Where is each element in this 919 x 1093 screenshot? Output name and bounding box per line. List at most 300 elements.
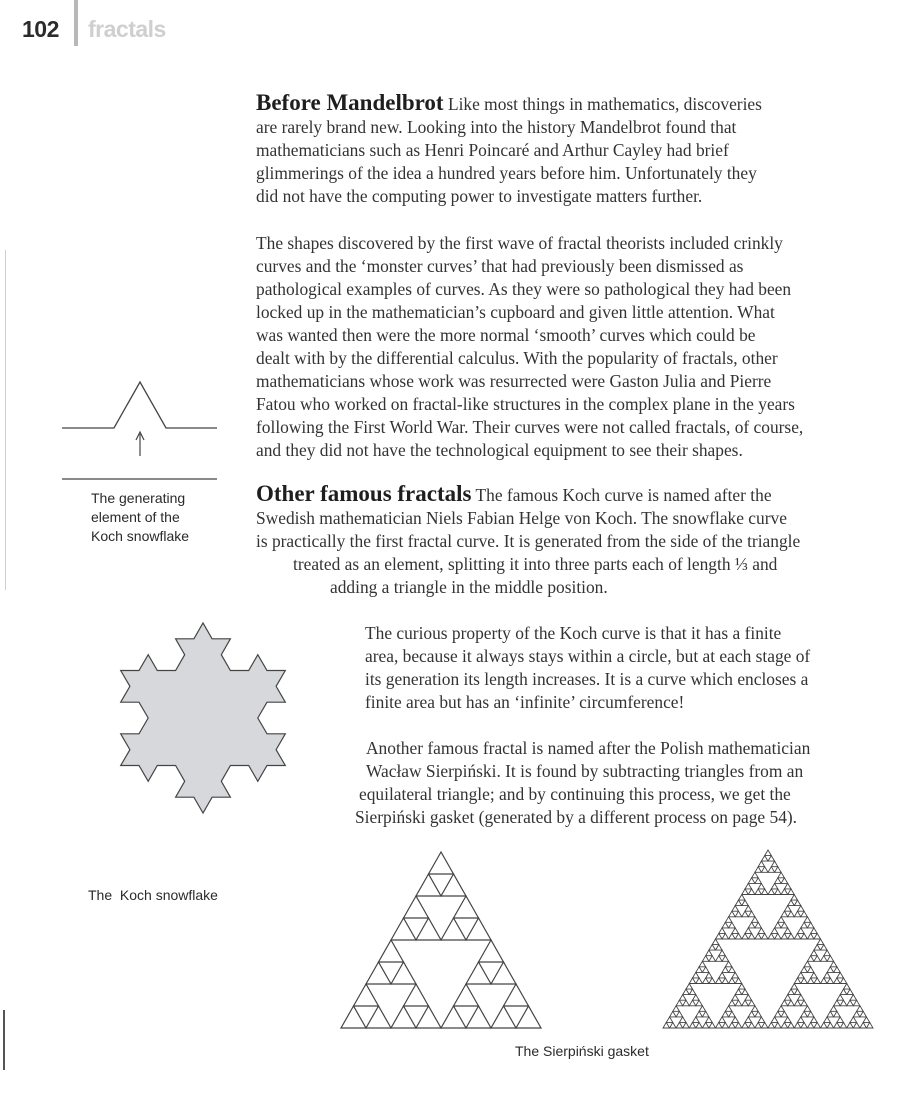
sierpinski-triangle — [824, 950, 831, 956]
sierpinski-triangle — [840, 1022, 847, 1028]
sierpinski-triangle — [729, 967, 736, 973]
sierpinski-triangle — [827, 967, 834, 973]
sierpinski-triangle — [801, 1022, 808, 1028]
sierpinski-triangle — [758, 1017, 765, 1023]
sierpinski-triangle — [765, 850, 772, 856]
sierpinski-triangle — [830, 961, 837, 967]
sierpinski-triangle — [778, 1006, 785, 1012]
sierpinski-triangle — [725, 1006, 732, 1012]
text-line: are rarely brand new. Looking into the history Mandelbrot found that — [256, 117, 737, 137]
sierpinski-triangle — [801, 978, 808, 984]
sierpinski-triangle — [811, 950, 818, 956]
paragraph-other-famous-fractals — [256, 482, 800, 599]
sierpinski-triangle — [824, 972, 831, 978]
sierpinski-triangle — [801, 922, 808, 928]
sierpinski-triangle — [775, 1022, 782, 1028]
sierpinski-triangle — [748, 1011, 755, 1017]
text-line: Sierpiński gasket (generated by a different process on page 54). — [355, 807, 798, 827]
sierpinski-triangle — [441, 1006, 466, 1028]
sierpinski-triangle — [811, 928, 818, 934]
paragraph-sierpinski — [355, 737, 810, 829]
sierpinski-triangle — [827, 978, 834, 984]
sierpinski-triangle — [853, 1022, 860, 1028]
text-line: equilateral triangle; and by continuing this process, we get the — [359, 784, 791, 804]
paragraph-koch-property — [365, 622, 810, 714]
sierpinski-triangle — [758, 928, 765, 934]
sierpinski-triangle — [857, 1006, 864, 1012]
sierpinski-triangle — [768, 889, 775, 895]
sierpinski-triangle — [798, 972, 805, 978]
text-line: The shapes discovered by the first wave of fractal theorists included crinkly — [256, 233, 783, 253]
sierpinski-triangle — [416, 1006, 441, 1028]
sierpinski-triangle — [801, 1011, 808, 1017]
sierpinski-triangle — [837, 995, 844, 1001]
sierpinski-triangle — [696, 967, 703, 973]
sierpinski-triangle — [837, 1017, 844, 1023]
sierpinski-triangle — [706, 950, 713, 956]
sierpinski-triangle — [709, 945, 716, 951]
scan-edge-mark — [5, 250, 6, 590]
sierpinski-triangle — [441, 874, 466, 896]
sierpinski-triangle — [817, 939, 824, 945]
sierpinski-triangle — [716, 978, 723, 984]
text-line: Another famous fractal is named after the Polish mathematician — [366, 738, 811, 758]
sierpinski-triangle — [860, 1022, 867, 1028]
sierpinski-triangle — [853, 1000, 860, 1006]
sierpinski-triangle — [404, 896, 429, 918]
sierpinski-triangle — [686, 984, 693, 990]
sierpinski-triangle — [844, 984, 851, 990]
sierpinski-triangle — [673, 1006, 680, 1012]
sierpinski-gasket-large-figure — [660, 847, 876, 1031]
sierpinski-triangle — [824, 1017, 831, 1023]
sierpinski-triangle — [404, 984, 429, 1006]
sierpinski-triangle — [748, 878, 755, 884]
sierpinski-triangle — [807, 967, 814, 973]
sierpinski-gasket-large — [663, 850, 873, 1028]
sierpinski-triangle — [811, 1017, 818, 1023]
sierpinski-triangle — [775, 933, 782, 939]
sierpinski-triangle — [781, 911, 788, 917]
sierpinski-triangle — [716, 1022, 723, 1028]
sierpinski-triangle — [814, 1022, 821, 1028]
sierpinski-triangle — [781, 1000, 788, 1006]
sierpinski-triangle — [663, 1022, 670, 1028]
sierpinski-triangle — [755, 878, 762, 884]
sierpinski-triangle — [794, 978, 801, 984]
sierpinski-triangle — [807, 956, 814, 962]
sierpinski-triangle — [735, 900, 742, 906]
sierpinski-triangle — [794, 989, 801, 995]
text-line: dealt with by the differential calculus. With the popularity of fractals, other — [256, 348, 778, 368]
sierpinski-triangle — [689, 989, 696, 995]
sierpinski-triangle — [788, 1000, 795, 1006]
sierpinski-triangle — [729, 911, 736, 917]
sierpinski-triangle — [745, 995, 752, 1001]
sierpinski-triangle — [722, 1022, 729, 1028]
sierpinski-triangle — [778, 917, 785, 923]
sierpinski-triangle — [709, 1022, 716, 1028]
sierpinski-triangle — [801, 933, 808, 939]
sierpinski-triangle — [791, 895, 798, 901]
sierpinski-triangle — [719, 1017, 726, 1023]
sierpinski-triangle — [755, 933, 762, 939]
text-line: The curious property of the Koch curve is that it has a finite — [365, 623, 782, 643]
sierpinski-triangle — [768, 933, 775, 939]
text-line: glimmerings of the idea a hundred years before him. Unfortunately they — [256, 163, 757, 183]
sierpinski-triangle — [775, 922, 782, 928]
sierpinski-triangle — [752, 1006, 759, 1012]
caption-line: element of the — [91, 509, 180, 525]
sierpinski-triangle — [722, 1011, 729, 1017]
sierpinski-triangle — [775, 867, 782, 873]
sierpinski-triangle — [850, 995, 857, 1001]
sierpinski-triangle — [391, 962, 416, 984]
sierpinski-triangle — [732, 995, 739, 1001]
sierpinski-triangle — [755, 1011, 762, 1017]
text-line: area, because it always stays within a circle, but at each stage of — [365, 646, 811, 666]
sierpinski-triangle — [696, 1000, 703, 1006]
sierpinski-triangle — [761, 867, 768, 873]
page-number: 102 — [22, 16, 59, 42]
sierpinski-triangle — [768, 867, 775, 873]
sierpinski-triangle — [807, 978, 814, 984]
paragraph-before-mandelbrot — [256, 91, 762, 208]
sierpinski-triangle — [745, 928, 752, 934]
sierpinski-triangle — [693, 1017, 700, 1023]
sierpinski-triangle — [696, 1022, 703, 1028]
sierpinski-triangle — [742, 1022, 749, 1028]
sierpinski-triangle — [834, 978, 841, 984]
sierpinski-triangle — [784, 906, 791, 912]
sierpinski-triangle — [791, 984, 798, 990]
sierpinski-triangle — [847, 989, 854, 995]
sierpinski-triangle — [761, 1022, 768, 1028]
sierpinski-triangle — [689, 1022, 696, 1028]
sierpinski-triangle — [725, 961, 732, 967]
sierpinski-triangle — [830, 1006, 837, 1012]
sierpinski-triangle — [821, 956, 828, 962]
text-line: and they did not have the technological equipment to see their shapes. — [256, 440, 743, 460]
sierpinski-triangle — [670, 1022, 677, 1028]
sierpinski-triangle — [719, 950, 726, 956]
sierpinski-triangle — [748, 1000, 755, 1006]
koch-generating-element-figure — [60, 378, 220, 488]
sierpinski-triangle — [755, 922, 762, 928]
sierpinski-triangle — [366, 962, 391, 984]
sierpinski-triangle — [834, 1000, 841, 1006]
sierpinski-triangle — [761, 933, 768, 939]
sierpinski-triangle — [683, 1022, 690, 1028]
sierpinski-triangle — [699, 961, 706, 967]
sierpinski-triangle — [735, 1022, 742, 1028]
sierpinski-triangle — [729, 933, 736, 939]
section-heading-before-mandelbrot: Before Mandelbrot — [256, 90, 444, 115]
sierpinski-triangle — [755, 867, 762, 873]
sierpinski-triangle — [771, 928, 778, 934]
sierpinski-triangle — [834, 1022, 841, 1028]
sierpinski-triangle — [847, 1000, 854, 1006]
sierpinski-triangle — [666, 1017, 673, 1023]
caption-line: The generating — [91, 490, 186, 506]
sierpinski-triangle — [739, 984, 746, 990]
sierpinski-triangle — [709, 956, 716, 962]
sierpinski-triangle — [748, 911, 755, 917]
sierpinski-triangle — [748, 933, 755, 939]
sierpinski-triangle — [794, 933, 801, 939]
sierpinski-triangle — [752, 917, 759, 923]
sierpinski-triangle — [804, 917, 811, 923]
sierpinski-triangle — [732, 972, 739, 978]
caption-sierpinski-gasket: The Sierpiński gasket — [515, 1043, 649, 1059]
sierpinski-triangle — [670, 1011, 677, 1017]
sierpinski-triangle — [722, 967, 729, 973]
sierpinski-triangle — [735, 1000, 742, 1006]
sierpinski-triangle — [768, 856, 775, 862]
sierpinski-triangle — [735, 933, 742, 939]
sierpinski-triangle — [712, 939, 719, 945]
sierpinski-triangle — [491, 962, 516, 984]
sierpinski-triangle — [729, 1000, 736, 1006]
sierpinski-triangle — [702, 1011, 709, 1017]
section-heading-other-famous-fractals: Other famous fractals — [256, 481, 472, 506]
text-line: Wacław Sierpiński. It is found by subtracting triangles from an — [366, 761, 804, 781]
sierpinski-triangle — [788, 1022, 795, 1028]
sierpinski-triangle — [729, 922, 736, 928]
sierpinski-triangle — [735, 911, 742, 917]
sierpinski-triangle — [679, 1017, 686, 1023]
text-line: curves and the ‘monster curves’ that had previously been dismissed as — [256, 256, 744, 276]
sierpinski-triangle — [804, 961, 811, 967]
text-line: adding a triangle in the middle position. — [330, 577, 608, 597]
sierpinski-triangle — [781, 878, 788, 884]
sierpinski-triangle — [735, 978, 742, 984]
sierpinski-triangle — [354, 984, 379, 1006]
sierpinski-triangle — [794, 911, 801, 917]
sierpinski-triangle — [725, 917, 732, 923]
sierpinski-triangle — [840, 978, 847, 984]
header-divider — [74, 0, 78, 46]
sierpinski-triangle — [781, 922, 788, 928]
text-line: treated as an element, splitting it into three parts each of length ⅓ and — [293, 554, 778, 574]
text-line: Swedish mathematician Niels Fabian Helge von Koch. The snowflake curve — [256, 508, 787, 528]
sierpinski-triangle — [742, 900, 749, 906]
sierpinski-triangle — [784, 928, 791, 934]
koch-snowflake-figure — [74, 573, 334, 863]
scan-edge-mark — [3, 1010, 5, 1070]
sierpinski-triangle — [807, 933, 814, 939]
sierpinski-triangle — [837, 972, 844, 978]
sierpinski-triangle — [683, 989, 690, 995]
sierpinski-triangle — [742, 933, 749, 939]
sierpinski-triangle — [788, 933, 795, 939]
sierpinski-triangle — [679, 995, 686, 1001]
sierpinski-triangle — [807, 1011, 814, 1017]
sierpinski-triangle — [745, 1017, 752, 1023]
caption-koch-snowflake: The Koch snowflake — [88, 887, 218, 903]
text-line: Like most things in mathematics, discoveries — [447, 94, 762, 114]
sierpinski-triangle — [699, 1006, 706, 1012]
sierpinski-triangle — [676, 1011, 683, 1017]
sierpinski-triangle — [466, 918, 491, 940]
sierpinski-triangle — [454, 896, 479, 918]
sierpinski-triangle — [719, 928, 726, 934]
sierpinski-triangle — [781, 1011, 788, 1017]
sierpinski-triangle — [801, 967, 808, 973]
sierpinski-triangle — [814, 933, 821, 939]
sierpinski-triangle — [702, 978, 709, 984]
text-line: locked up in the mathematician’s cupboard and given little attention. What — [256, 302, 775, 322]
sierpinski-triangle — [801, 911, 808, 917]
text-line: is practically the first fractal curve. It is generated from the side of the triangle — [256, 531, 801, 551]
sierpinski-triangle — [719, 972, 726, 978]
sierpinski-triangle — [416, 918, 441, 940]
sierpinski-triangle — [441, 918, 466, 940]
sierpinski-triangle — [702, 956, 709, 962]
sierpinski-triangle — [689, 978, 696, 984]
sierpinski-triangle — [722, 978, 729, 984]
sierpinski-triangle — [732, 906, 739, 912]
sierpinski-triangle — [722, 933, 729, 939]
chapter-title: fractals — [88, 16, 166, 42]
koch-snowflake-shape — [121, 623, 286, 813]
sierpinski-triangle — [834, 967, 841, 973]
sierpinski-triangle — [702, 1022, 709, 1028]
sierpinski-triangle — [827, 956, 834, 962]
sierpinski-triangle — [716, 945, 723, 951]
sierpinski-triangle — [758, 861, 765, 867]
sierpinski-triangle — [814, 945, 821, 951]
sierpinski-triangle — [676, 1000, 683, 1006]
sierpinski-triangle — [732, 928, 739, 934]
sierpinski-triangle — [866, 1022, 873, 1028]
text-line: following the First World War. Their curves were not called fractals, of course, — [256, 417, 804, 437]
sierpinski-triangle — [827, 1022, 834, 1028]
text-line: pathological examples of curves. As they were so pathological they had been — [256, 279, 792, 299]
sierpinski-triangle — [429, 852, 454, 874]
sierpinski-triangle — [850, 1017, 857, 1023]
sierpinski-triangle — [775, 878, 782, 884]
sierpinski-triangle — [863, 1017, 870, 1023]
sierpinski-triangle — [771, 883, 778, 889]
sierpinski-triangle — [794, 1000, 801, 1006]
sierpinski-triangle — [706, 972, 713, 978]
sierpinski-triangle — [814, 978, 821, 984]
sierpinski-triangle — [768, 1022, 775, 1028]
sierpinski-triangle — [504, 984, 529, 1006]
sierpinski-triangle — [784, 883, 791, 889]
sierpinski-triangle — [341, 1006, 366, 1028]
sierpinski-triangle — [788, 989, 795, 995]
sierpinski-triangle — [693, 995, 700, 1001]
paragraph-fractal-theorists — [256, 232, 803, 462]
sierpinski-triangle — [840, 989, 847, 995]
sierpinski-triangle — [454, 984, 479, 1006]
sierpinski-triangle — [827, 1011, 834, 1017]
sierpinski-triangle — [745, 883, 752, 889]
sierpinski-triangle — [366, 1006, 391, 1028]
sierpinski-triangle — [775, 889, 782, 895]
sierpinski-triangle — [693, 972, 700, 978]
sierpinski-triangle — [729, 1022, 736, 1028]
text-line: its generation its length increases. It is a curve which encloses a — [365, 669, 809, 689]
sierpinski-triangle — [732, 1017, 739, 1023]
sierpinski-triangle — [752, 872, 759, 878]
sierpinski-triangle — [702, 967, 709, 973]
sierpinski-triangle — [788, 900, 795, 906]
sierpinski-triangle — [781, 933, 788, 939]
sierpinski-triangle — [821, 945, 828, 951]
sierpinski-triangle — [696, 1011, 703, 1017]
sierpinski-triangle — [742, 1000, 749, 1006]
sierpinski-triangle — [748, 889, 755, 895]
sierpinski-triangle — [491, 1006, 516, 1028]
text-line: mathematicians whose work was resurrected were Gaston Julia and Pierre — [256, 371, 772, 391]
sierpinski-triangle — [847, 1022, 854, 1028]
sierpinski-triangle — [761, 889, 768, 895]
sierpinski-triangle — [788, 889, 795, 895]
sierpinski-triangle — [516, 1006, 541, 1028]
sierpinski-triangle — [821, 1022, 828, 1028]
text-line: did not have the computing power to investigate matters further. — [256, 186, 703, 206]
sierpinski-triangle — [798, 928, 805, 934]
sierpinski-triangle — [709, 978, 716, 984]
sierpinski-triangle — [739, 895, 746, 901]
sierpinski-triangle — [771, 861, 778, 867]
sierpinski-triangle — [722, 956, 729, 962]
sierpinski-triangle — [807, 1022, 814, 1028]
text-line: was wanted then were the more normal ‘smooth’ curves which could be — [256, 325, 756, 345]
sierpinski-gasket-small — [341, 852, 541, 1028]
sierpinski-triangle — [745, 906, 752, 912]
text-line: Fatou who worked on fractal-like structures in the complex plane in the years — [256, 394, 795, 414]
sierpinski-gasket-small-figure — [338, 849, 548, 1031]
sierpinski-triangle — [735, 989, 742, 995]
sierpinski-triangle — [798, 995, 805, 1001]
sierpinski-triangle — [391, 918, 416, 940]
sierpinski-triangle — [729, 1011, 736, 1017]
sierpinski-triangle — [479, 940, 504, 962]
sierpinski-triangle — [798, 906, 805, 912]
sierpinski-triangle — [794, 900, 801, 906]
caption-line: Koch snowflake — [91, 528, 190, 544]
sierpinski-triangle — [729, 978, 736, 984]
sierpinski-triangle — [784, 1017, 791, 1023]
sierpinski-triangle — [748, 1022, 755, 1028]
sierpinski-triangle — [814, 956, 821, 962]
sierpinski-triangle — [696, 978, 703, 984]
sierpinski-triangle — [788, 911, 795, 917]
sierpinski-triangle — [689, 1000, 696, 1006]
sierpinski-triangle — [742, 889, 749, 895]
sierpinski-triangle — [742, 911, 749, 917]
sierpinski-triangle — [781, 889, 788, 895]
sierpinski-triangle — [804, 1006, 811, 1012]
text-line: mathematicians such as Henri Poincaré and Arthur Cayley had brief — [256, 140, 729, 160]
sierpinski-triangle — [860, 1011, 867, 1017]
sierpinski-triangle — [722, 922, 729, 928]
sierpinski-triangle — [811, 972, 818, 978]
sierpinski-triangle — [706, 1017, 713, 1023]
sierpinski-triangle — [466, 962, 491, 984]
sierpinski-triangle — [781, 1022, 788, 1028]
sierpinski-triangle — [742, 989, 749, 995]
sierpinski-triangle — [761, 856, 768, 862]
koch-generator-line — [62, 382, 217, 428]
sierpinski-triangle — [778, 872, 785, 878]
sierpinski-triangle — [794, 1022, 801, 1028]
text-line: finite area but has an ‘infinite’ circumference! — [365, 692, 685, 712]
